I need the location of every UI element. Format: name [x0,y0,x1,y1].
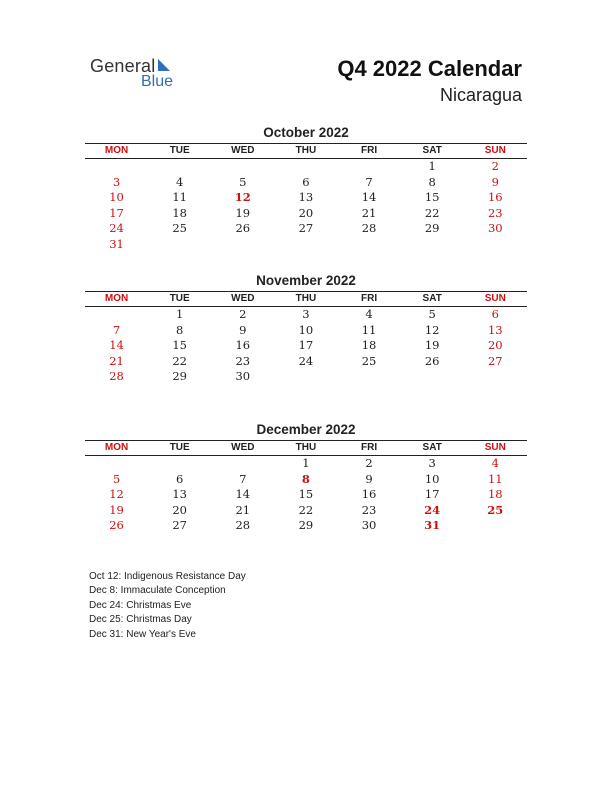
holiday-list [89,570,246,642]
logo-triangle-icon [158,59,170,73]
day-cell: 17 [424,487,440,502]
holiday-item: Dec 25: Christmas Day [89,614,192,626]
day-cell: 23 [235,353,251,368]
day-cell [211,237,274,253]
weekday-header-row [85,440,527,456]
day-cell: 30 [235,369,251,384]
day-cell: 31 [424,518,441,533]
day-cell: 4 [491,456,499,470]
day-cell: 6 [491,307,499,321]
day-cell: 27 [172,518,187,533]
day-cell: 14 [361,190,377,205]
day-cell: 7 [112,322,121,337]
weekday-header-row [85,143,527,159]
day-cell [464,518,527,534]
day-cell: 5 [239,174,247,189]
day-cell: 9 [239,322,247,337]
day-cell [85,307,148,323]
day-cell: 13 [487,322,503,337]
day-cell: 6 [302,174,310,189]
logo-text-blue: Blue [141,73,174,90]
week-row [85,456,527,472]
day-cell [148,456,211,472]
day-cell [85,456,148,472]
day-cell: 25 [361,353,377,368]
day-cell [274,369,337,385]
day-cell: 26 [235,221,251,236]
day-cell: 20 [487,338,503,353]
day-cell: 7 [239,471,247,486]
day-cell: 27 [298,221,314,236]
day-cell [338,159,401,175]
weekday-header: SAT [422,145,442,156]
week-row [85,369,527,385]
day-cell: 2 [239,307,247,321]
weekday-header: MON [104,293,129,304]
month-title: October 2022 [263,125,349,140]
day-cell: 28 [235,518,251,533]
holiday-item: Dec 24: Christmas Eve [89,599,192,611]
week-row [85,237,527,253]
day-cell: 25 [172,221,187,236]
day-cell: 22 [172,353,187,368]
day-cell: 5 [428,307,436,321]
day-cell: 20 [298,205,314,220]
day-cell: 24 [109,221,124,236]
day-cell [148,237,211,253]
day-cell: 18 [172,205,187,220]
day-cell: 17 [109,205,124,220]
day-cell [211,456,274,472]
day-cell: 3 [112,174,121,189]
day-cell [274,237,337,253]
holiday-item: Oct 12: Indigenous Resistance Day [89,571,246,582]
day-cell [338,237,401,253]
month-title: November 2022 [256,273,356,288]
day-cell: 11 [172,190,187,205]
day-cell: 16 [361,487,377,502]
week-row [85,518,527,534]
day-cell: 14 [235,487,251,502]
day-cell: 9 [491,174,499,189]
day-cell [464,237,527,253]
day-cell: 12 [424,322,440,337]
week-row [85,159,527,175]
day-cell: 8 [428,174,436,189]
day-cell: 8 [176,322,184,337]
day-cell: 22 [424,205,440,220]
day-cell: 21 [109,353,124,368]
weekday-header: TUE [169,442,190,453]
day-cell: 10 [109,190,124,205]
day-cell: 1 [176,307,184,321]
day-cell: 5 [112,471,121,486]
day-cell: 15 [424,190,440,205]
day-cell: 8 [301,471,310,486]
month-november [85,272,527,385]
weekday-header: SAT [422,442,442,453]
day-cell: 30 [361,518,377,533]
holiday-item: Dec 31: New Year's Eve [89,628,196,640]
day-cell [211,159,274,175]
day-cell [464,369,527,385]
day-cell: 18 [487,487,503,502]
country-name: Nicaragua [439,85,522,105]
weekday-header: SUN [484,442,506,453]
day-cell: 13 [298,190,314,205]
day-cell: 18 [361,338,377,353]
week-row [85,221,527,237]
month-october [85,124,527,253]
day-cell: 7 [365,174,373,189]
day-cell: 3 [428,456,436,470]
weekday-header: MON [104,442,129,453]
day-cell: 13 [172,487,187,502]
day-cell: 11 [361,322,377,337]
day-cell: 2 [365,456,373,470]
day-cell [401,237,464,253]
day-cell: 29 [424,221,440,236]
day-cell: 10 [424,471,440,486]
day-cell: 20 [172,502,187,517]
weekday-header: WED [231,145,255,156]
weekday-header: FRI [361,145,378,156]
day-cell: 14 [109,338,124,353]
weekday-header: WED [231,293,255,304]
week-row [85,487,527,503]
day-cell: 29 [172,369,187,384]
day-cell: 12 [109,487,124,502]
weekday-header: THU [295,442,317,453]
week-row [85,503,527,519]
week-row [85,354,527,370]
day-cell: 28 [109,369,124,384]
weekday-header: WED [231,442,255,453]
month-december [85,421,527,534]
day-cell: 9 [365,471,373,486]
day-cell: 3 [302,307,310,321]
day-cell: 10 [298,322,314,337]
day-cell: 26 [424,353,440,368]
weekday-header: SAT [422,293,442,304]
day-cell [401,369,464,385]
day-cell: 29 [298,518,314,533]
day-cell: 19 [424,338,440,353]
day-cell: 1 [428,159,436,173]
day-cell [85,159,148,175]
day-cell: 15 [298,487,314,502]
week-row [85,206,527,222]
day-cell: 12 [234,190,251,205]
day-cell: 22 [298,502,314,517]
day-cell: 25 [487,502,504,517]
day-cell [338,369,401,385]
week-row [85,190,527,206]
day-cell [274,159,337,175]
day-cell: 15 [172,338,187,353]
day-cell [148,159,211,175]
week-row [85,338,527,354]
day-cell: 19 [109,502,124,517]
day-cell: 23 [487,205,503,220]
day-cell: 27 [487,353,503,368]
weekday-header: SUN [484,293,506,304]
day-cell: 16 [235,338,251,353]
day-cell: 28 [361,221,377,236]
day-cell: 1 [302,456,310,470]
day-cell: 6 [176,471,184,486]
logo-text-general: General [90,56,156,76]
week-row [85,323,527,339]
weekday-header: SUN [484,145,506,156]
day-cell: 23 [361,502,377,517]
weekday-header-row [85,291,527,307]
weekday-header: THU [295,145,317,156]
weekday-header: FRI [361,442,378,453]
week-row [85,472,527,488]
day-cell: 16 [487,190,503,205]
day-cell: 21 [361,205,377,220]
day-cell: 11 [487,471,503,486]
day-cell: 24 [424,502,441,517]
weekday-header: TUE [169,145,190,156]
page-title: Q4 2022 Calendar [337,56,522,81]
day-cell: 26 [109,518,124,533]
generalblue-logo [90,56,200,96]
weekday-header: TUE [169,293,190,304]
week-row [85,175,527,191]
weekday-header: THU [295,293,317,304]
week-row [85,307,527,323]
day-cell: 4 [176,174,184,189]
day-cell: 21 [235,502,251,517]
day-cell: 2 [491,159,499,173]
day-cell: 30 [487,221,503,236]
weekday-header: MON [104,145,129,156]
holiday-item: Dec 8: Immaculate Conception [89,585,226,597]
day-cell: 19 [235,205,251,220]
day-cell: 31 [109,236,124,251]
day-cell: 24 [298,353,314,368]
month-title: December 2022 [256,422,356,437]
day-cell: 17 [298,338,314,353]
weekday-header: FRI [361,293,378,304]
day-cell: 4 [365,307,373,321]
